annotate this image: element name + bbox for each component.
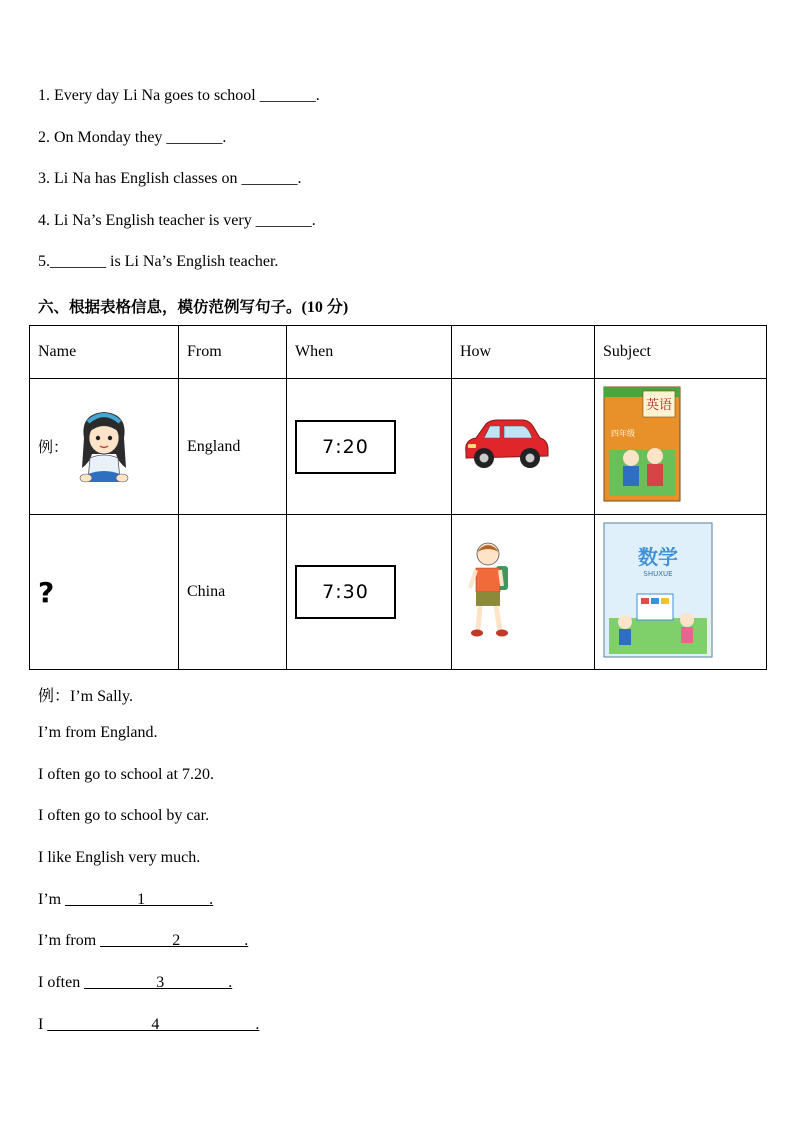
- example-line-1: 例：I’m Sally.: [38, 688, 133, 705]
- answer-blank-4[interactable]: _____________4____________: [47, 1016, 256, 1033]
- answer-prefix: I’m: [38, 891, 66, 908]
- answer-line-2: [38, 932, 248, 950]
- example-label: 例：: [38, 438, 69, 456]
- answer-end: .: [255, 1016, 260, 1033]
- table-header-row: [30, 326, 767, 379]
- info-table: [29, 325, 767, 670]
- cell-from-question: China: [179, 515, 287, 670]
- section-heading: [38, 294, 348, 317]
- question-5: 5._______ is Li Na’s English teacher.: [38, 253, 279, 270]
- cell-name-question: [30, 515, 179, 670]
- clock-box: [295, 420, 396, 474]
- book-grade-english: 四年级: [611, 429, 635, 438]
- cell-from-example: England: [179, 379, 287, 515]
- answer-blank-1[interactable]: _________1________: [65, 891, 210, 908]
- cell-subject-example: [595, 379, 767, 515]
- car-icon: [460, 414, 550, 474]
- answer-prefix: I often: [38, 974, 85, 991]
- answer-prefix: I: [38, 1016, 48, 1033]
- section-points: (10 分): [301, 299, 349, 316]
- book-title-english: 英语: [645, 398, 673, 413]
- answer-end: .: [209, 891, 214, 908]
- question-1: 1. Every day Li Na goes to school _______.: [38, 87, 320, 104]
- clock-time: 7:30: [322, 581, 369, 603]
- header-when: When: [287, 326, 452, 379]
- book-title-math: 数学: [638, 544, 678, 569]
- question-4: 4. Li Na’s English teacher is very _______.: [38, 212, 316, 229]
- example-line-5: I like English very much.: [38, 849, 201, 866]
- clock-box: [295, 565, 396, 619]
- header-subject: Subject: [595, 326, 767, 379]
- cell-name-example: [30, 379, 179, 515]
- question-3: 3. Li Na has English classes on _______.: [38, 170, 302, 187]
- table-row: [30, 515, 767, 670]
- cell-when-question: [287, 515, 452, 670]
- table-row: [30, 379, 767, 515]
- question-mark: ?: [38, 575, 55, 609]
- answer-blank-2[interactable]: _________2________: [100, 932, 245, 949]
- header-how: How: [452, 326, 595, 379]
- math-book-icon: [603, 522, 713, 658]
- cell-when-example: [287, 379, 452, 515]
- answer-prefix: I’m from: [38, 932, 101, 949]
- walking-boy-icon: [466, 540, 510, 640]
- girl-icon: [74, 408, 134, 486]
- answer-end: .: [244, 932, 249, 949]
- answer-line-4: [38, 1016, 259, 1034]
- example-line-2: I’m from England.: [38, 724, 158, 741]
- cell-subject-question: [595, 515, 767, 670]
- cell-how-example: [452, 379, 595, 515]
- question-2: 2. On Monday they _______.: [38, 129, 227, 146]
- answer-line-1: [38, 891, 213, 909]
- section-heading-text: 六、根据表格信息，模仿范例写句子。: [38, 298, 302, 316]
- cell-how-question: [452, 515, 595, 670]
- example-line-3: I often go to school at 7.20.: [38, 766, 214, 783]
- clock-time: 7:20: [322, 435, 369, 458]
- english-book-icon: [603, 386, 681, 502]
- example-line-4: I often go to school by car.: [38, 807, 210, 824]
- answer-line-3: [38, 974, 232, 992]
- header-from: From: [179, 326, 287, 379]
- book-sub-math: SHUXUE: [643, 569, 673, 578]
- answer-blank-3[interactable]: _________3________: [84, 974, 229, 991]
- header-name: Name: [30, 326, 179, 379]
- answer-end: .: [228, 974, 233, 991]
